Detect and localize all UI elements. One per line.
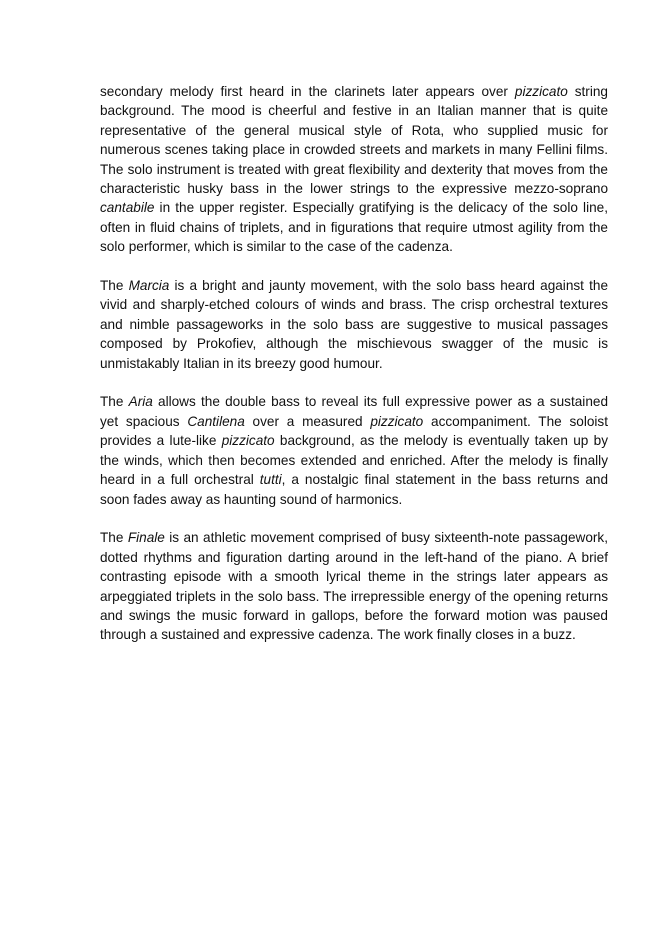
text-segment: , a nostalgic final statement in the bass returns and soon fades away as haunting sound of harmonics. — [100, 472, 609, 507]
movement-title-aria: Aria — [128, 394, 153, 410]
text-segment: allows the double bass to reveal its full expressive power as a sustained yet spacious — [100, 394, 608, 429]
paragraph-marcia — [100, 276, 608, 373]
document-body — [100, 82, 608, 664]
italic-term: pizzicato — [370, 413, 424, 429]
movement-title-marcia: Marcia — [128, 278, 170, 294]
text-segment: string background. The mood is cheerful and festive in an Italian manner that is quite representative of the general musical style of Rota, who supplied music for numerous scenes taking place in crowded streets and markets in many Fellini films. The solo instrument is treated with great flexibility and dexterity that moves from the characteristic husky bass in the lower strings to the expressive mezzo-soprano — [100, 84, 608, 197]
text-segment: The — [100, 394, 129, 410]
italic-term: cantabile — [100, 200, 155, 216]
paragraph-finale — [100, 528, 608, 644]
text-segment: The — [100, 530, 128, 546]
text-segment: over a measured — [244, 413, 371, 429]
text-segment: is a bright and jaunty movement, with the solo bass heard against the vivid and sharply-etched colours of winds and brass. The crisp orchestral textures and nimble passageworks in the solo bass are suggestive to musical passages composed by Prokofiev, although the mischievous swagger of the music is unmistakably Italian in its breezy good humour. — [100, 278, 609, 371]
italic-term: tutti — [259, 472, 282, 488]
text-segment: background, as the melody is eventually taken up by the winds, which then becomes extended and enriched. After the melody is finally heard in a full orchestral — [100, 433, 608, 488]
text-segment: in the upper register. Especially gratifying is the delicacy of the solo line, often in fluid chains of triplets, and in figurations that require utmost agility from the solo performer, which is similar to the case of the cadenza. — [100, 200, 608, 255]
italic-term: Cantilena — [187, 413, 245, 429]
italic-term: pizzicato — [221, 433, 275, 449]
paragraph-aria — [100, 392, 608, 508]
text-segment: The — [100, 278, 129, 294]
movement-title-finale: Finale — [127, 530, 165, 546]
text-segment: accompaniment. The soloist provides a lute-like — [100, 413, 609, 449]
italic-term: pizzicato — [514, 84, 568, 99]
text-segment: secondary melody first heard in the clarinets later appears over — [100, 84, 515, 99]
text-segment: is an athletic movement comprised of busy sixteenth-note passagework, dotted rhythms and figuration darting around in the left-hand of the piano. A brief contrasting episode with a smooth lyrical theme in the strings later appears as arpeggiated triplets in the solo bass. The irrepressible energy of the opening returns and swings the music forward in gallops, before the forward motion was paused through a sustained and expressive cadenza. The work finally closes in a buzz. — [100, 530, 609, 643]
paragraph-continuation — [100, 82, 608, 257]
